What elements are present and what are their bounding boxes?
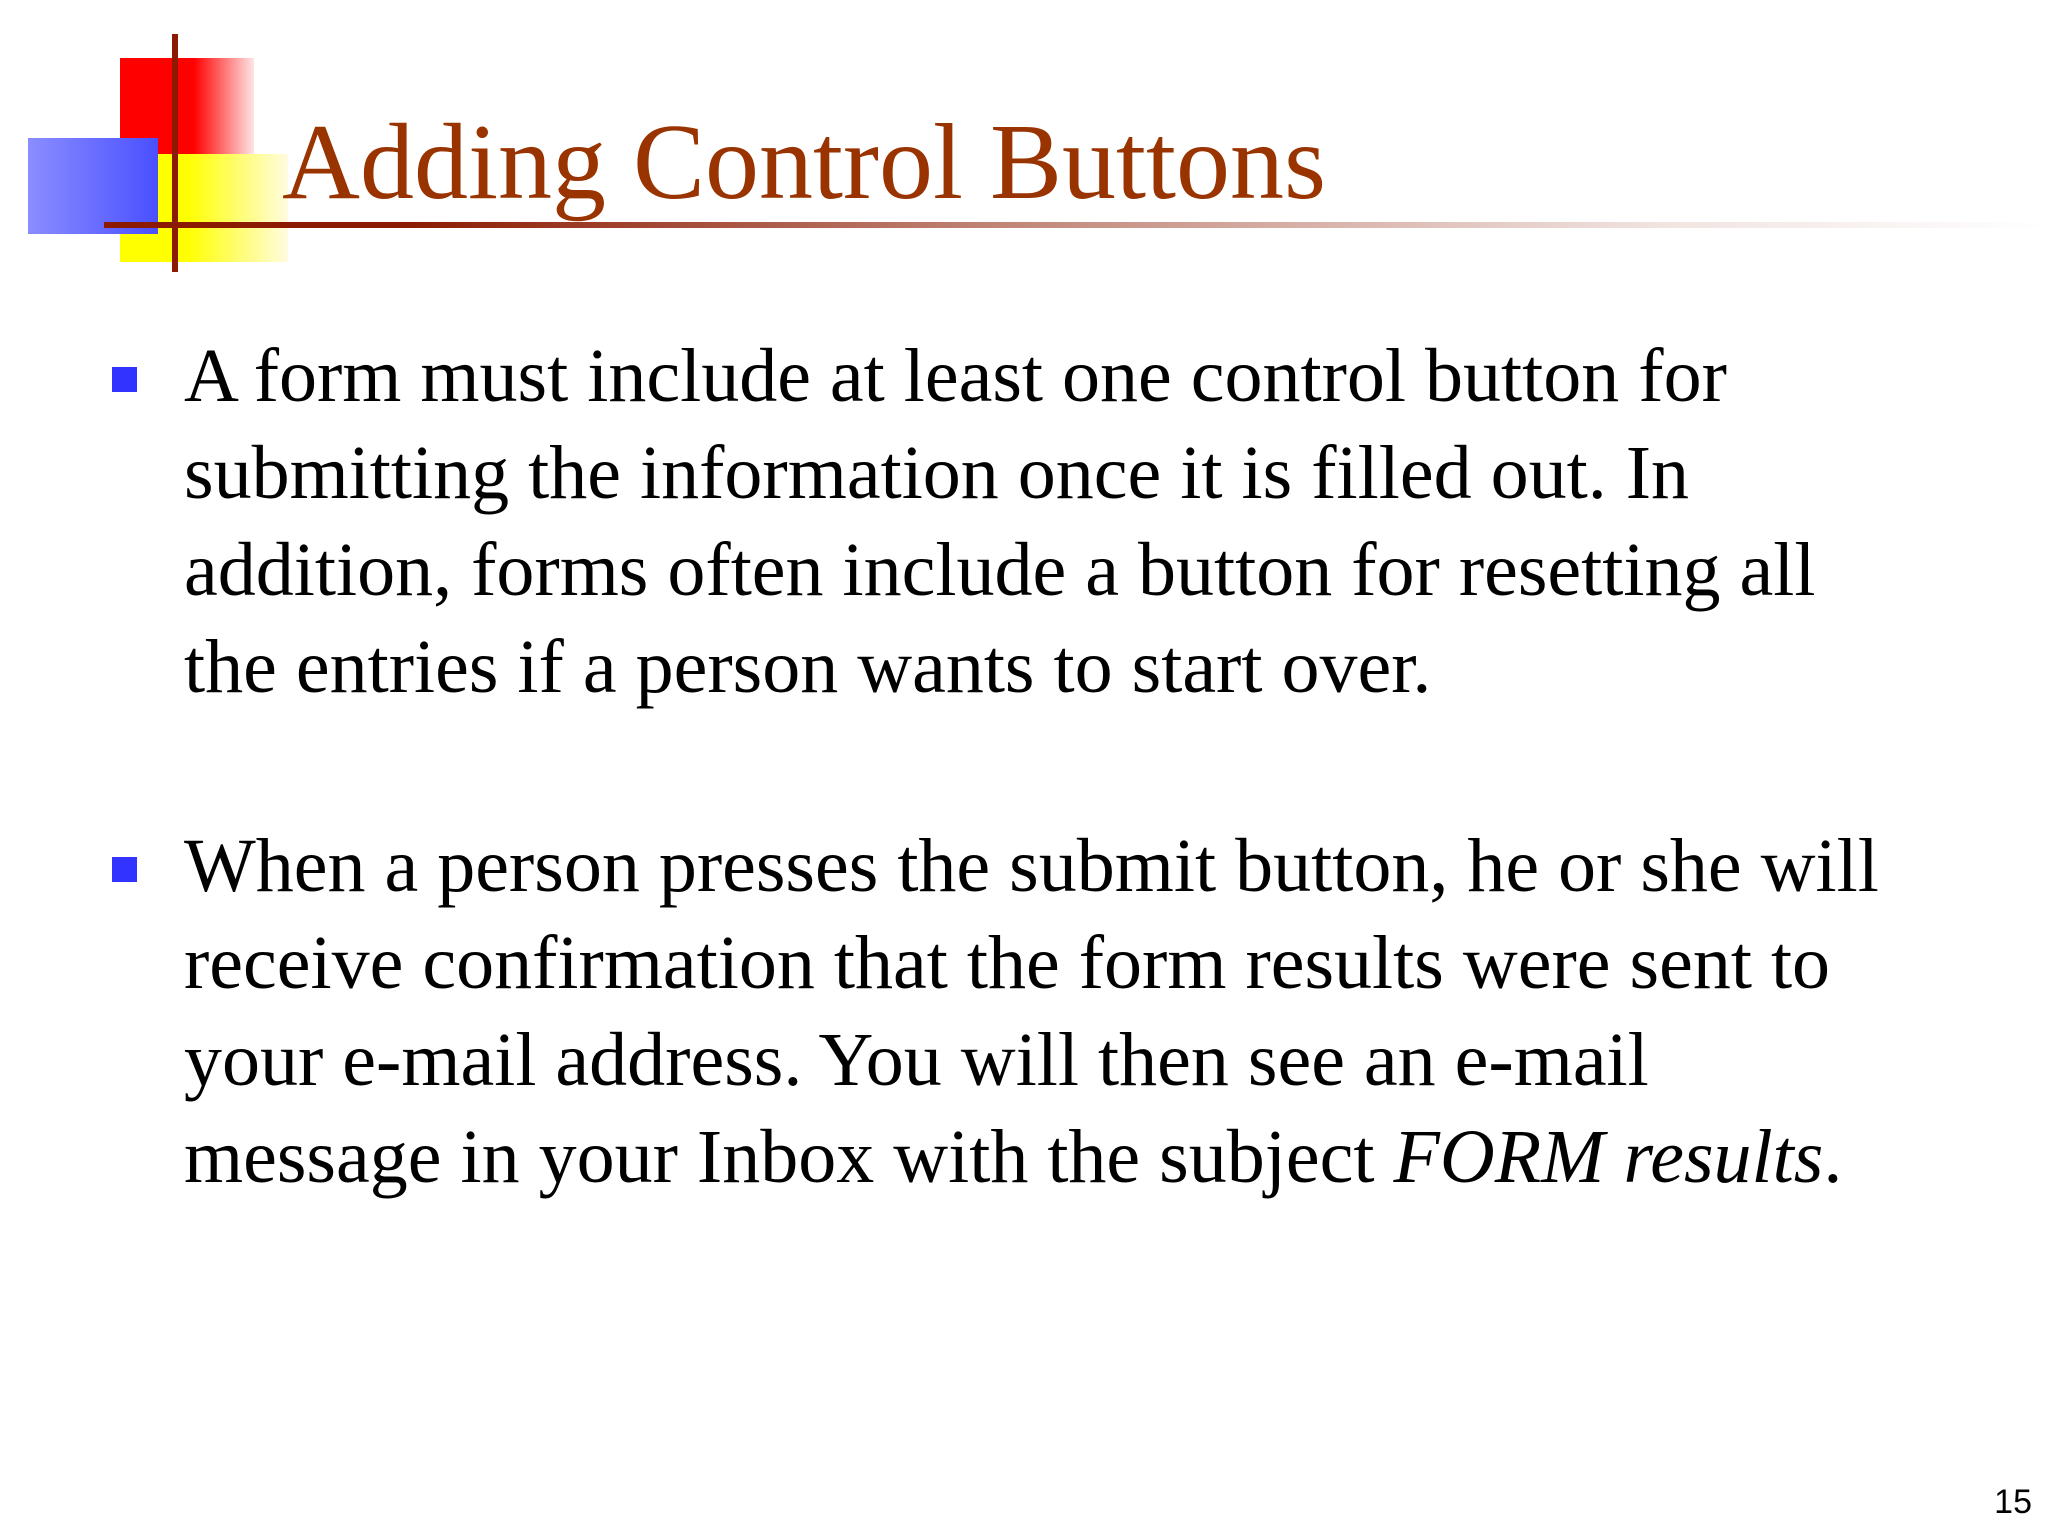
bullet-line: A form must include at least one control button for	[184, 334, 1727, 418]
bullet-line: When a person presses the submit button, he or she will	[184, 824, 1879, 908]
emphasized-subject: FORM results	[1393, 1115, 1824, 1199]
square-bullet-icon	[112, 367, 137, 392]
bullet-line: the entries if a person wants to start over.	[184, 625, 1432, 709]
bullet-text	[184, 818, 2014, 1206]
logo-vertical-bar	[172, 34, 178, 272]
bullet-line: message in your Inbox with the subject	[184, 1115, 1394, 1199]
title-underline-bar	[104, 222, 2048, 228]
slide-title: Adding Control Buttons	[282, 103, 1327, 222]
page-number: 15	[1994, 1483, 2032, 1521]
logo-blue-square	[28, 138, 158, 234]
end-punctuation: .	[1823, 1115, 1843, 1199]
bullet-line: receive confirmation that the form results were sent to	[184, 921, 1831, 1005]
bullet-line: submitting the information once it is filled out. In	[184, 431, 1690, 515]
bullet-line: addition, forms often include a button for resetting all	[184, 528, 1816, 612]
bullet-line: your e-mail address. You will then see an e-mail	[184, 1018, 1649, 1102]
square-bullet-icon	[112, 857, 137, 882]
decorative-logo	[0, 0, 300, 280]
bullet-text	[184, 328, 2014, 716]
